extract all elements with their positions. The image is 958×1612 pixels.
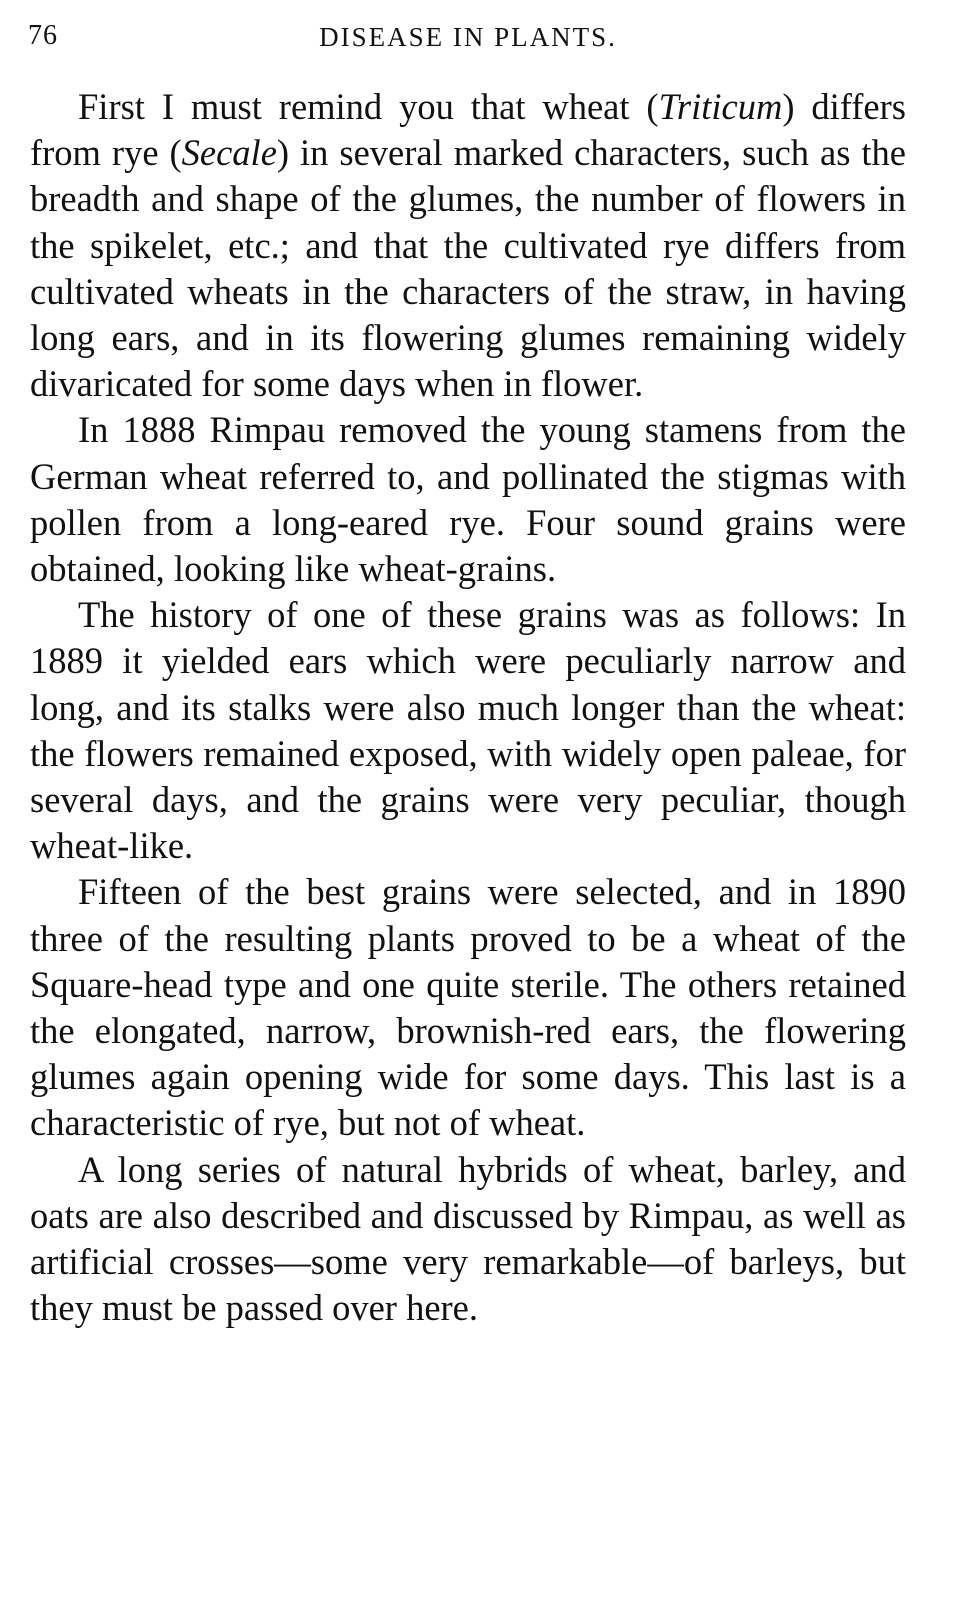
page-header xyxy=(28,14,908,58)
paragraph-1-part-3: ) in several marked characters, such as the breadth and shape of the glumes, the number of flowers in the spikelet, etc.; and that the cultivated rye differs from cultivated wheats in the characters of the straw, in having long ears, and in its flowering glumes remaining widely divaricated for some days when in flower. xyxy=(30,132,906,405)
paragraph-1-part-2: ) differs from rye ( xyxy=(30,86,906,174)
page-number: 76 xyxy=(28,20,58,51)
italic-term-triticum: Triticum xyxy=(658,86,783,127)
running-head: DISEASE IN PLANTS. xyxy=(319,22,617,52)
paragraph-3: The history of one of these grains was as follows: In 1889 it yielded ears which were peculiarly narrow and long, and its stalks were also much longer than the wheat: the flowers remained exposed, with widely open paleae, for several days, and the grains were very peculiar, though wheat-like. xyxy=(30,594,906,867)
paragraph-2: In 1888 Rimpau removed the young stamens from the German wheat referred to, and pollinated the stigmas with pollen from a long-eared rye. Four sound grains were obtained, looking like wheat-grains. xyxy=(30,409,906,590)
italic-term-secale: Secale xyxy=(181,132,277,174)
paragraph-4: Fifteen of the best grains were selected, and in 1890 three of the resulting plants proved to be a wheat of the Square-head type and one quite sterile. The others retained the elongated, narrow, brownish-red ears, the flowering glumes again opening wide for some days. This last is a characteristic of rye, but not of wheat. xyxy=(30,871,906,1144)
paragraph-1-part-1: First I must remind you that wheat ( xyxy=(78,86,659,127)
body-text xyxy=(30,84,906,1331)
paragraph-1 xyxy=(30,84,906,407)
paragraph-5: A long series of natural hybrids of wheat, barley, and oats are also described and discussed by Rimpau, as well as artificial crosses—some very remarkable—of barleys, but they must be passed over here. xyxy=(30,1148,906,1329)
